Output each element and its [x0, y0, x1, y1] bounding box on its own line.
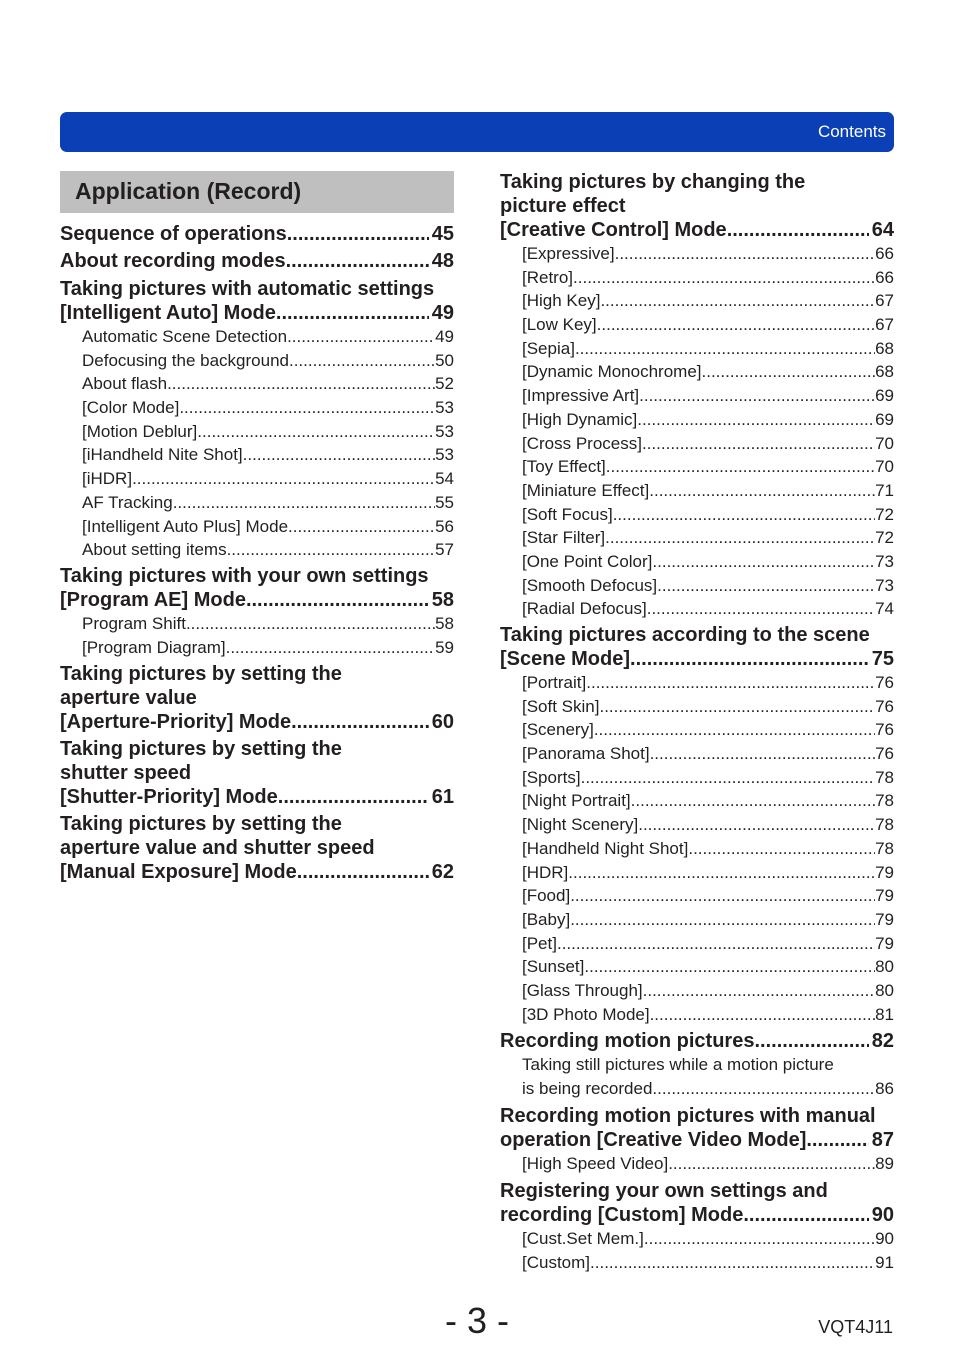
sub-entry[interactable]	[522, 479, 894, 503]
sub-entry[interactable]	[82, 443, 454, 467]
main-heading[interactable]	[60, 662, 454, 734]
heading-row[interactable]	[60, 222, 454, 246]
page-ref: 90	[875, 1229, 894, 1248]
page-ref: 69	[875, 386, 894, 406]
dot-leader	[637, 408, 875, 432]
dot-leader	[286, 249, 429, 273]
dot-leader	[743, 1203, 868, 1227]
heading-row[interactable]	[500, 218, 894, 242]
page-ref: 56	[435, 516, 454, 536]
dot-leader	[606, 455, 875, 479]
page-ref: 67	[875, 291, 894, 311]
main-heading[interactable]	[500, 1179, 894, 1227]
page-ref: 59	[435, 637, 454, 657]
sub-entries	[60, 325, 454, 562]
dot-leader	[167, 372, 435, 396]
entry-title: [Intelligent Auto] Mode	[60, 302, 276, 324]
heading-line: aperture value	[60, 687, 197, 709]
sub-entry[interactable]	[522, 932, 894, 956]
dot-leader	[630, 647, 869, 671]
page-ref: 87	[871, 1129, 894, 1151]
sub-entry[interactable]	[522, 671, 894, 695]
entry-title: [Star Filter]	[522, 528, 606, 548]
header-bar	[60, 112, 894, 152]
sub-entry-line: Taking still pictures while a motion picture	[522, 1055, 834, 1074]
page-ref: 66	[875, 267, 894, 287]
heading-row[interactable]	[500, 1128, 894, 1152]
page-ref: 68	[875, 338, 894, 358]
main-heading[interactable]	[60, 737, 454, 809]
entry-title: [Glass Through]	[522, 980, 643, 1000]
sub-entry[interactable]	[82, 467, 454, 491]
page-ref: 71	[875, 480, 894, 500]
sub-entry[interactable]	[522, 884, 894, 908]
entry-title: [Scene Mode]	[500, 648, 631, 670]
dot-leader	[647, 597, 875, 621]
heading-row[interactable]	[60, 301, 454, 325]
entry-title: [Manual Exposure] Mode	[60, 861, 297, 883]
dot-leader	[246, 588, 429, 612]
main-heading[interactable]	[500, 1104, 894, 1152]
dot-leader	[702, 360, 876, 384]
entry-title: Automatic Scene Detection	[82, 327, 288, 346]
section-title: Application (Record)	[75, 178, 302, 204]
dot-leader	[668, 1152, 875, 1176]
toc-entry	[500, 1104, 894, 1176]
dot-leader	[226, 636, 435, 660]
heading-line: Taking pictures with automatic settings	[60, 278, 435, 300]
heading-line: Taking pictures according to the scene	[500, 624, 870, 646]
entry-title: [Intelligent Auto Plus] Mode	[82, 516, 289, 536]
sub-entry[interactable]	[522, 550, 894, 574]
heading-row[interactable]	[500, 1203, 894, 1227]
heading-row[interactable]	[500, 1029, 894, 1053]
heading-line: Recording motion pictures with manual	[500, 1105, 876, 1127]
sub-entry[interactable]	[522, 384, 894, 408]
dot-leader	[644, 1227, 875, 1251]
dot-leader	[600, 289, 875, 313]
heading-line: Taking pictures by setting the	[60, 738, 342, 760]
entry-title: [Food]	[522, 886, 571, 906]
page-ref: 54	[435, 469, 454, 489]
entry-title: [3D Photo Mode]	[522, 1004, 650, 1024]
toc-entry	[500, 170, 894, 621]
sub-entry[interactable]	[82, 612, 454, 636]
page-number: - 3 -	[444, 1300, 509, 1341]
heading-row[interactable]	[500, 647, 894, 671]
page-ref: 49	[435, 327, 454, 346]
dot-leader	[727, 218, 869, 242]
dot-leader	[586, 671, 875, 695]
page-ref: 86	[875, 1079, 894, 1098]
page-ref: 78	[875, 838, 894, 858]
heading-line: Registering your own settings and	[500, 1180, 828, 1202]
page-ref: 53	[435, 398, 454, 418]
page-ref: 48	[431, 250, 454, 272]
page-ref: 53	[435, 421, 454, 441]
sub-entry[interactable]	[522, 742, 894, 766]
entry-title: [Baby]	[522, 909, 571, 929]
entry-title: [Handheld Night Shot]	[522, 838, 689, 858]
sub-entry[interactable]	[522, 503, 894, 527]
page-ref: 78	[875, 791, 894, 811]
main-heading[interactable]	[500, 170, 894, 242]
entry-title: [Soft Focus]	[522, 504, 613, 524]
dot-leader	[597, 313, 875, 337]
page-ref: 82	[871, 1030, 894, 1052]
page-ref: 73	[875, 551, 894, 571]
dot-leader	[650, 742, 876, 766]
dot-leader	[557, 932, 875, 956]
dot-leader	[599, 695, 875, 719]
entry-title: [Miniature Effect]	[522, 480, 650, 500]
sub-entries	[500, 671, 894, 1026]
dot-leader	[288, 515, 435, 539]
sub-entry[interactable]	[82, 515, 454, 539]
page-ref: 52	[435, 374, 454, 394]
page-ref: 80	[875, 957, 894, 977]
entry-title: [Sepia]	[522, 338, 575, 358]
toc-entry	[60, 662, 454, 734]
page-ref: 62	[431, 861, 454, 883]
entry-title: [Smooth Defocus]	[522, 575, 658, 595]
page-ref: 70	[875, 457, 894, 477]
dot-leader	[631, 789, 875, 813]
dot-leader	[132, 467, 435, 491]
page-ref: 67	[875, 315, 894, 335]
sub-entry[interactable]	[522, 408, 894, 432]
sub-entry[interactable]	[522, 837, 894, 861]
page-ref: 79	[875, 886, 894, 906]
heading-line: Taking pictures with your own settings	[60, 565, 429, 587]
dot-leader	[688, 837, 875, 861]
entry-title: [Sports]	[522, 767, 581, 787]
entry-title: Program Shift	[82, 614, 186, 633]
dot-leader	[243, 443, 435, 467]
entry-title: About setting items	[82, 540, 227, 560]
dot-leader	[594, 718, 875, 742]
entry-title: Recording motion pictures	[500, 1030, 755, 1052]
entry-title: is being recorded	[522, 1079, 653, 1098]
dot-leader	[639, 384, 875, 408]
dot-leader	[278, 785, 429, 809]
dot-leader	[613, 503, 875, 527]
entry-title: [Cross Process]	[522, 433, 642, 453]
dot-leader	[291, 710, 429, 734]
sub-entry[interactable]	[522, 289, 894, 313]
page-ref: 75	[871, 648, 894, 670]
dot-leader	[575, 337, 875, 361]
dot-leader	[186, 612, 435, 636]
entry-title: [Color Mode]	[82, 398, 180, 418]
main-heading[interactable]	[60, 222, 454, 246]
sub-entry[interactable]	[522, 574, 894, 598]
dot-leader	[652, 550, 875, 574]
entry-title: [Scenery]	[522, 720, 594, 740]
page-ref: 89	[875, 1154, 894, 1173]
entry-title: [Program Diagram]	[82, 637, 226, 657]
sub-entries	[60, 612, 454, 659]
toc-entry	[60, 222, 454, 246]
entry-title: [Night Portrait]	[522, 791, 631, 811]
page-ref: 76	[875, 744, 894, 764]
heading-row[interactable]	[60, 710, 454, 734]
sub-entries	[500, 1152, 894, 1176]
sub-entry[interactable]	[522, 1152, 894, 1176]
entry-title: [HDR]	[522, 862, 569, 882]
entry-title: About flash	[82, 374, 168, 394]
dot-leader	[615, 242, 875, 266]
page-ref: 78	[875, 815, 894, 835]
page-ref: 72	[875, 504, 894, 524]
entry-title: [Dynamic Monochrome]	[522, 362, 702, 382]
entry-title: AF Tracking	[82, 492, 173, 512]
entry-title: [Shutter-Priority] Mode	[60, 786, 278, 808]
dot-leader	[605, 526, 875, 550]
sub-entry[interactable]	[522, 979, 894, 1003]
dot-leader	[287, 222, 429, 246]
page-ref: 76	[875, 696, 894, 716]
entry-title: operation [Creative Video Mode]	[500, 1129, 807, 1151]
heading-line: picture effect	[500, 195, 626, 217]
heading-line: Taking pictures by changing the	[500, 171, 806, 193]
page-ref: 76	[875, 720, 894, 740]
sub-entry[interactable]	[522, 861, 894, 885]
dot-leader	[297, 860, 429, 884]
dot-leader	[754, 1029, 868, 1053]
entry-title: [One Point Color]	[522, 551, 653, 571]
page-ref: 72	[875, 528, 894, 548]
page-ref: 66	[875, 244, 894, 263]
page-ref: 55	[435, 492, 454, 512]
page-ref: 64	[871, 219, 894, 241]
toc-entry	[60, 812, 454, 884]
sub-entries	[500, 1053, 894, 1101]
sub-entry[interactable]	[82, 372, 454, 396]
dot-leader	[652, 1077, 875, 1101]
document-code: VQT4J11	[818, 1317, 893, 1337]
entry-title: Defocusing the background	[82, 350, 289, 370]
page-ref: 69	[875, 409, 894, 429]
entry-title: [Panorama Shot]	[522, 744, 650, 764]
dot-leader	[806, 1128, 868, 1152]
dot-leader	[179, 396, 435, 420]
sub-entry[interactable]	[522, 597, 894, 621]
entry-title: [iHandheld Nite Shot]	[82, 445, 243, 465]
sub-entry[interactable]	[522, 337, 894, 361]
page-ref: 74	[875, 599, 894, 619]
sub-entry[interactable]	[522, 242, 894, 266]
dot-leader	[568, 861, 875, 885]
entry-title: About recording modes	[60, 250, 286, 272]
dot-leader	[657, 574, 875, 598]
dot-leader	[581, 766, 875, 790]
sub-entry[interactable]	[522, 432, 894, 456]
header-contents-label[interactable]: Contents	[817, 122, 886, 141]
page-ref: 60	[431, 711, 454, 733]
page-ref: 79	[875, 933, 894, 953]
entry-title: [Sunset]	[522, 957, 585, 977]
page-ref: 45	[431, 223, 454, 245]
page-ref: 58	[431, 589, 454, 611]
sub-entries	[500, 1227, 894, 1274]
entry-title: [iHDR]	[82, 469, 133, 489]
dot-leader	[287, 325, 435, 349]
sub-entry[interactable]	[522, 360, 894, 384]
dot-leader	[197, 420, 435, 444]
sub-entry[interactable]	[522, 766, 894, 790]
toc-entry	[500, 1029, 894, 1101]
sub-entry[interactable]	[522, 695, 894, 719]
heading-line: shutter speed	[60, 762, 192, 784]
entry-title: [Soft Skin]	[522, 696, 600, 716]
dot-leader	[573, 266, 875, 290]
heading-line: Taking pictures by setting the	[60, 813, 342, 835]
entry-title: [High Dynamic]	[522, 409, 638, 429]
heading-line: Taking pictures by setting the	[60, 663, 342, 685]
sub-entry[interactable]	[522, 718, 894, 742]
dot-leader	[638, 813, 875, 837]
dot-leader	[570, 908, 875, 932]
sub-entry[interactable]	[82, 491, 454, 515]
main-heading[interactable]	[500, 623, 894, 671]
main-heading[interactable]	[60, 249, 454, 273]
toc-entry	[500, 623, 894, 1026]
entry-title: [Impressive Art]	[522, 386, 640, 406]
page-ref: 53	[435, 445, 454, 465]
sub-entry[interactable]	[522, 1077, 894, 1101]
toc-entry	[60, 249, 454, 273]
main-heading[interactable]	[500, 1029, 894, 1053]
page-ref: 50	[435, 350, 454, 370]
dot-leader	[590, 1251, 875, 1275]
entry-title: [Expressive]	[522, 244, 615, 263]
entry-title: [Night Scenery]	[522, 815, 639, 835]
sub-entry[interactable]	[82, 396, 454, 420]
entry-title: [Pet]	[522, 933, 557, 953]
entry-title: [Cust.Set Mem.]	[522, 1229, 644, 1248]
sub-entry[interactable]	[522, 908, 894, 932]
sub-entry[interactable]	[522, 1227, 894, 1251]
entry-title: [Portrait]	[522, 673, 587, 692]
dot-leader	[173, 491, 435, 515]
heading-row[interactable]	[60, 860, 454, 884]
sub-entry[interactable]	[522, 526, 894, 550]
dot-leader	[642, 432, 875, 456]
heading-line: aperture value and shutter speed	[60, 837, 375, 859]
dot-leader	[650, 1003, 876, 1027]
sub-entry[interactable]	[82, 636, 454, 660]
page-ref: 81	[875, 1004, 894, 1024]
main-heading[interactable]	[60, 277, 454, 325]
sub-entry[interactable]	[522, 955, 894, 979]
page-ref: 68	[875, 362, 894, 382]
dot-leader	[584, 955, 875, 979]
entry-title: [High Speed Video]	[522, 1154, 669, 1173]
entry-title: [Low Key]	[522, 315, 597, 335]
sub-entry[interactable]	[82, 538, 454, 562]
dot-leader	[276, 301, 429, 325]
dot-leader	[649, 479, 875, 503]
main-heading[interactable]	[60, 564, 454, 612]
entry-title: [Aperture-Priority] Mode	[60, 711, 292, 733]
toc-entry	[500, 1179, 894, 1274]
entry-title: [Creative Control] Mode	[500, 219, 727, 241]
sub-entries	[500, 242, 894, 621]
page-ref: 80	[875, 980, 894, 1000]
entry-title: [Custom]	[522, 1252, 591, 1272]
sub-entry[interactable]	[522, 313, 894, 337]
page-ref: 73	[875, 575, 894, 595]
sub-entry[interactable]	[522, 266, 894, 290]
sub-entry[interactable]	[522, 1003, 894, 1027]
page-ref: 91	[875, 1252, 894, 1272]
dot-leader	[570, 884, 875, 908]
dot-leader	[227, 538, 436, 562]
heading-row[interactable]	[60, 588, 454, 612]
entry-title: [Radial Defocus]	[522, 599, 647, 619]
entry-title: [Toy Effect]	[522, 457, 606, 477]
heading-row[interactable]	[60, 249, 454, 273]
toc-entry	[60, 277, 454, 562]
sub-entry[interactable]	[522, 789, 894, 813]
sub-entry[interactable]	[522, 813, 894, 837]
sub-entry[interactable]	[522, 455, 894, 479]
entry-title: recording [Custom] Mode	[500, 1204, 744, 1226]
page-ref: 90	[871, 1204, 894, 1226]
entry-title: [High Key]	[522, 291, 601, 311]
sub-entry[interactable]	[82, 349, 454, 373]
entry-title: [Motion Deblur]	[82, 421, 198, 441]
entry-title: [Program AE] Mode	[60, 589, 246, 611]
section-heading	[60, 171, 454, 213]
page-ref: 78	[875, 767, 894, 787]
page-ref: 57	[435, 540, 454, 560]
page-ref: 58	[435, 614, 454, 633]
page-ref: 61	[431, 786, 454, 808]
page-ref: 79	[875, 909, 894, 929]
toc-entry	[60, 737, 454, 809]
entry-title: [Retro]	[522, 267, 574, 287]
toc-entry	[60, 564, 454, 659]
page-ref: 70	[875, 433, 894, 453]
dot-leader	[289, 349, 435, 373]
main-heading[interactable]	[60, 812, 454, 884]
page-ref: 79	[875, 862, 894, 882]
page-ref: 49	[431, 302, 454, 324]
sub-entry[interactable]	[522, 1251, 894, 1275]
sub-entry[interactable]	[82, 325, 454, 349]
sub-entry[interactable]	[82, 420, 454, 444]
entry-title: Sequence of operations	[60, 223, 287, 245]
page-ref: 76	[875, 673, 894, 692]
heading-row[interactable]	[60, 785, 454, 809]
dot-leader	[643, 979, 875, 1003]
